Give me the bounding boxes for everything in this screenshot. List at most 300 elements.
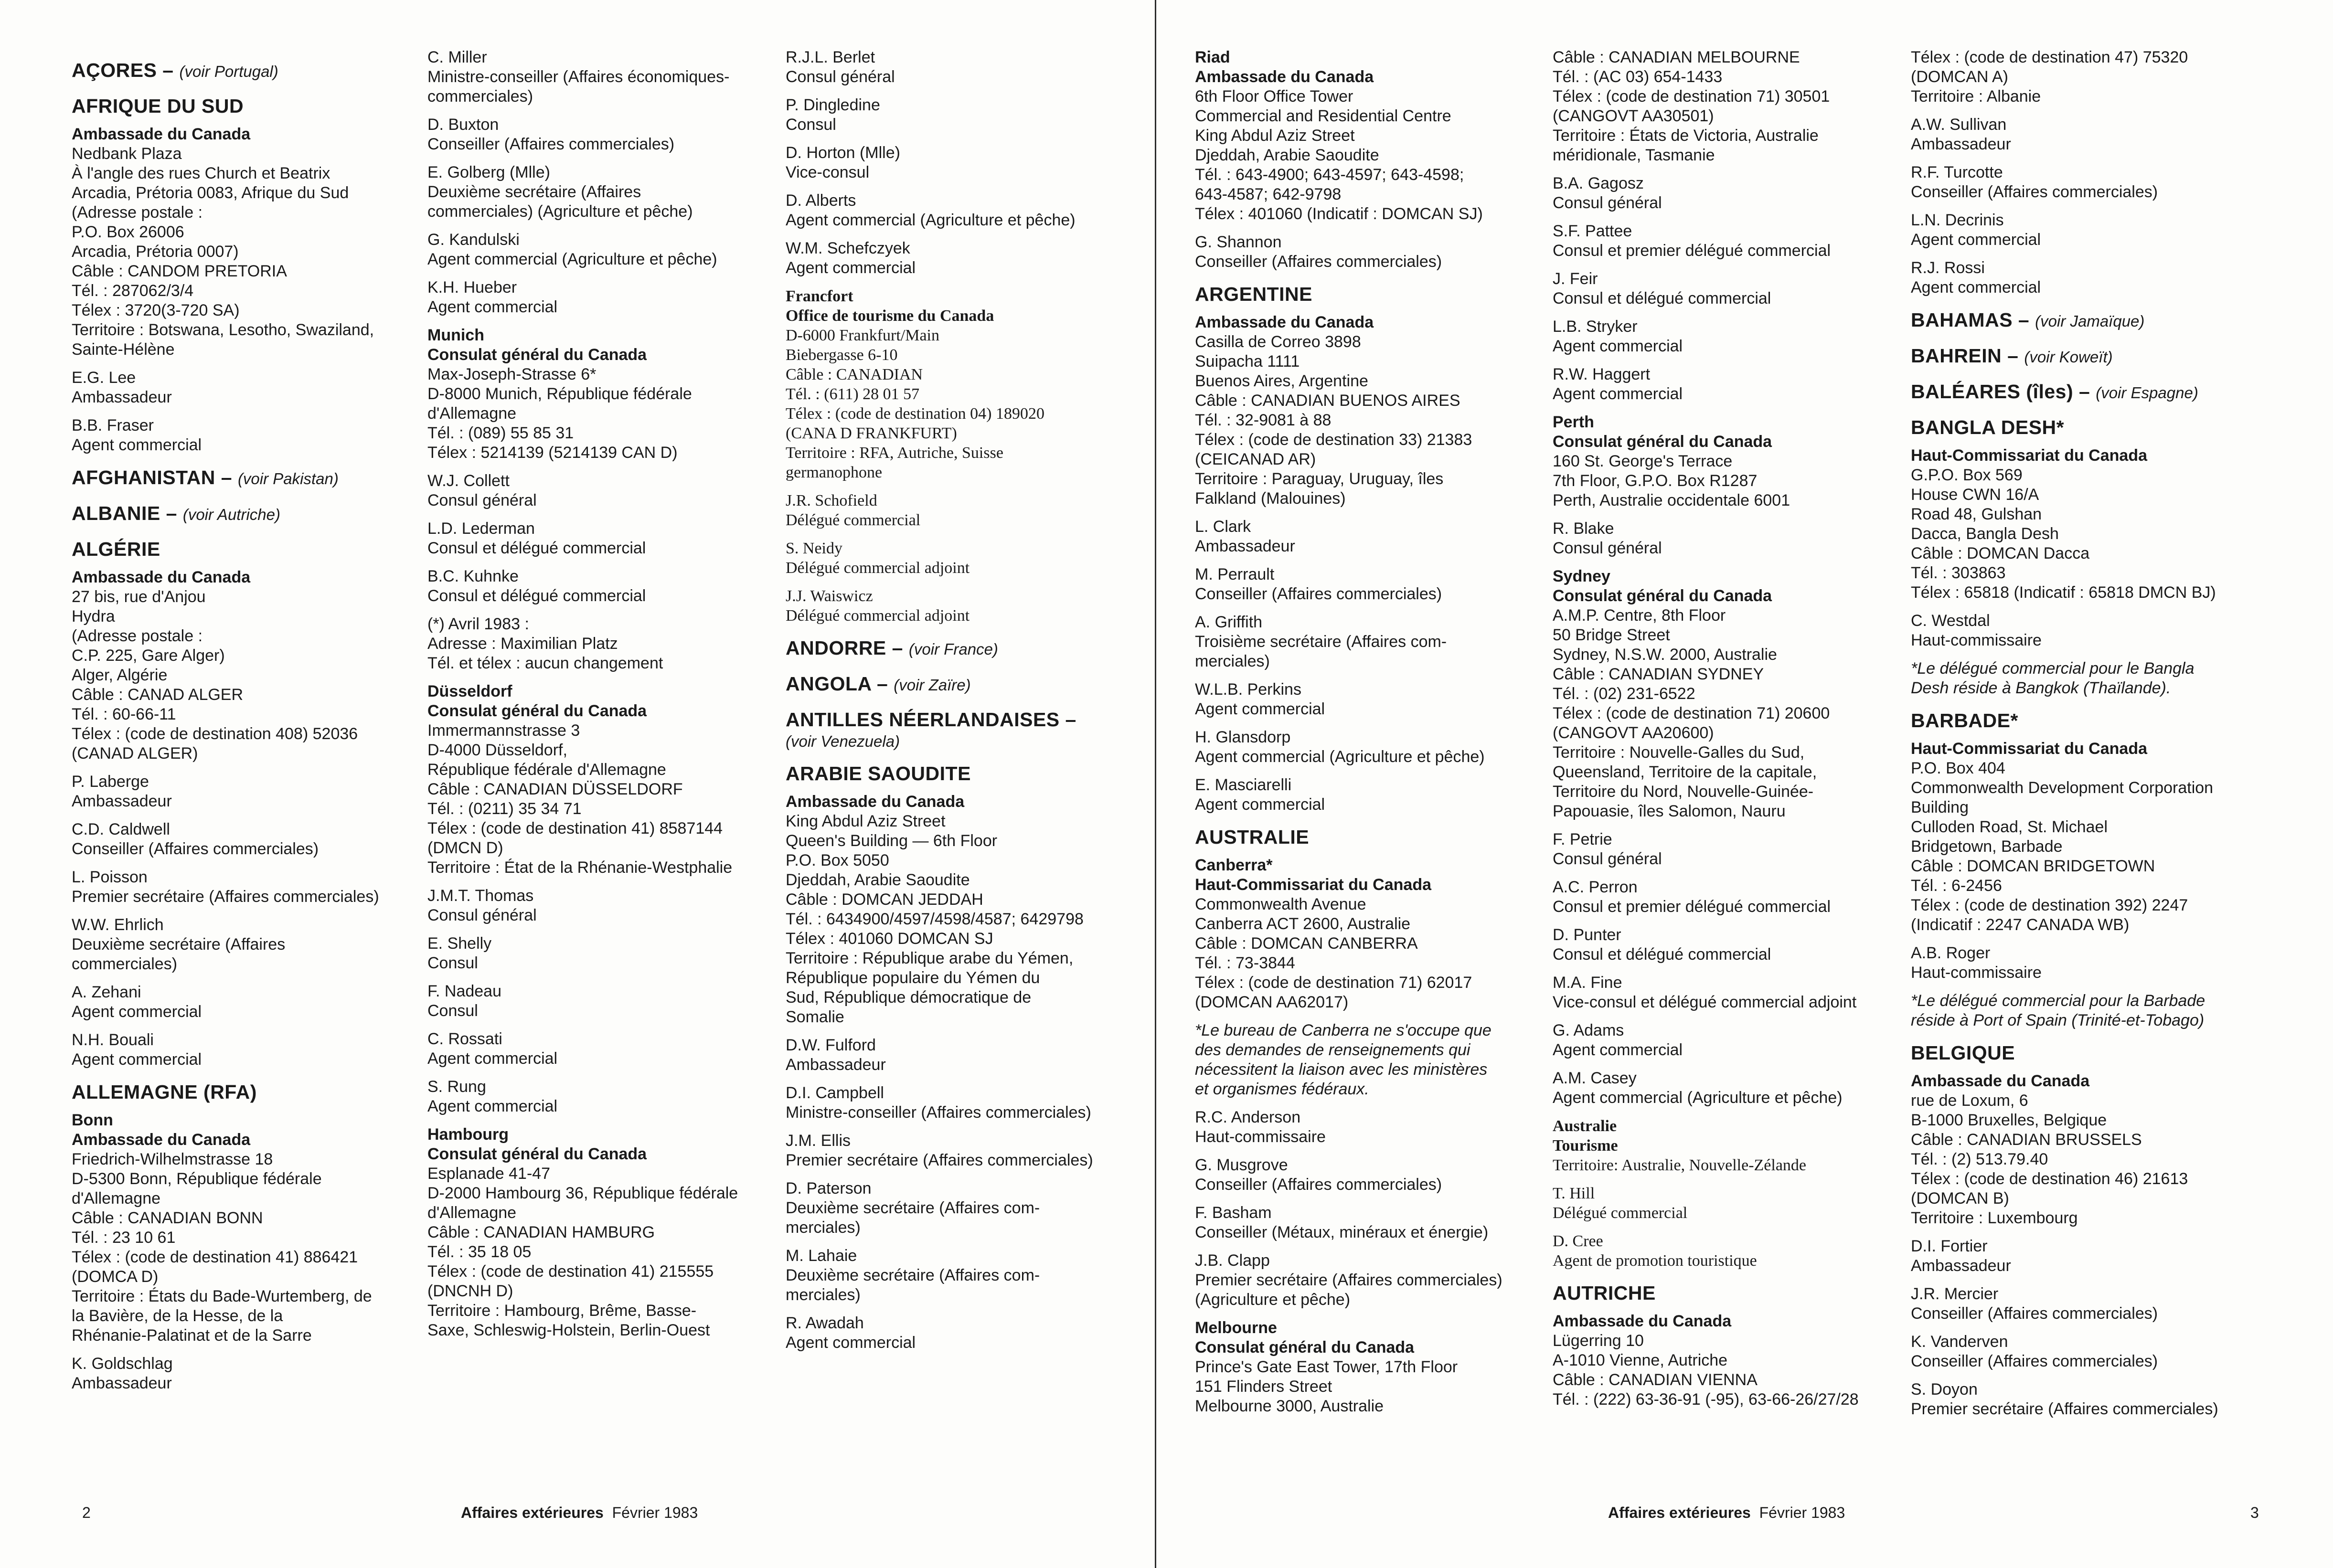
directory-entry <box>1911 1237 2264 1276</box>
entry-line: P.O. Box 404 <box>1911 759 2005 777</box>
entry-line: *Le bureau de Canberra ne s'occupe que <box>1195 1021 1491 1039</box>
entry-line: Ambassade du Canada <box>1195 313 1374 331</box>
country-name: ALBANIE – <box>72 502 177 524</box>
entry-line: Ambassade du Canada <box>72 125 251 143</box>
entry-line: Haut-Commissariat du Canada <box>1195 876 1431 894</box>
directory-entry <box>1553 1021 1906 1060</box>
directory-entry <box>72 1030 425 1070</box>
entry-line: Télex : (code de destination 392) 2247 <box>1911 896 2188 914</box>
entry-line: 160 St. George's Terrace <box>1553 452 1733 470</box>
country-heading <box>786 636 1139 661</box>
entry-line: Djeddah, Arabie Saoudite <box>1195 146 1379 164</box>
entry-line: King Abdul Aziz Street <box>1195 127 1355 145</box>
entry-line: (Adresse postale : <box>72 627 203 645</box>
entry-line: Deuxième secrétaire (Affaires <box>72 935 286 954</box>
directory-entry <box>1553 1116 1906 1175</box>
see-reference: (voir Venezuela) <box>786 732 900 750</box>
entry-line: Agent commercial <box>1553 385 1683 403</box>
entry-line: Ministre-conseiller (Affaires commerciales) <box>786 1103 1091 1122</box>
entry-line: (DOMCAN AA62017) <box>1195 993 1349 1011</box>
directory-entry <box>1553 269 1906 308</box>
entry-line: commerciales) <box>72 955 178 973</box>
entry-line: D. Punter <box>1553 926 1621 944</box>
entry-line: Rhénanie-Palatinat et de la Sarre <box>72 1326 312 1345</box>
entry-line: Düsseldorf <box>427 682 512 700</box>
directory-entry <box>1553 1231 1906 1271</box>
entry-line: Consulat général du Canada <box>427 702 647 720</box>
entry-line: B.B. Fraser <box>72 416 154 434</box>
country-name: AÇORES – <box>72 59 174 81</box>
entry-line: Ambassade du Canada <box>786 793 965 811</box>
entry-line: Ambassadeur <box>72 388 172 406</box>
entry-line: Câble : CANAD ALGER <box>72 686 244 704</box>
directory-entry <box>427 982 781 1021</box>
entry-line: E. Masciarelli <box>1195 776 1292 794</box>
entry-line: Agent commercial <box>427 1049 558 1068</box>
entry-line: Conseiller (Métaux, minéraux et énergie) <box>1195 1223 1489 1241</box>
entry-line: (Agriculture et pêche) <box>1195 1291 1351 1309</box>
country-name: ALGÉRIE <box>72 538 160 560</box>
entry-line: R. Awadah <box>786 1314 864 1332</box>
entry-line: D.W. Fulford <box>786 1036 876 1054</box>
directory-entry <box>1911 258 2264 297</box>
directory-entry <box>72 983 425 1022</box>
entry-line: F. Nadeau <box>427 982 501 1000</box>
entry-line: D. Horton (Mlle) <box>786 144 900 162</box>
entry-line: Consulat général du Canada <box>427 346 647 364</box>
entry-line: Consul <box>786 116 836 134</box>
entry-line: Tél. : 32-9081 à 88 <box>1195 411 1332 429</box>
directory-entry <box>1195 680 1548 719</box>
entry-line: Télex : (code de destination 408) 52036 <box>72 725 358 743</box>
entry-line: 151 Flinders Street <box>1195 1377 1332 1396</box>
entry-line: Tél. : 287062/3/4 <box>72 282 194 300</box>
directory-entry <box>1553 1069 1906 1108</box>
entry-line: Conseiller (Affaires commerciales) <box>72 840 319 858</box>
directory-entry <box>427 934 781 973</box>
entry-line: P. Laberge <box>72 773 149 791</box>
entry-line: Conseiller (Affaires commerciales) <box>1911 1304 2158 1323</box>
country-name: AUTRICHE <box>1553 1282 1656 1304</box>
entry-line: S. Doyon <box>1911 1380 1978 1398</box>
country-name: AFGHANISTAN – <box>72 466 233 488</box>
entry-line: M. Perrault <box>1195 565 1275 583</box>
entry-line: A-1010 Vienne, Autriche <box>1553 1351 1728 1369</box>
entry-line: Immermannstrasse 3 <box>427 721 580 740</box>
entry-line: P. Dingledine <box>786 96 880 114</box>
entry-line: B-1000 Bruxelles, Belgique <box>1911 1111 2107 1129</box>
entry-line: Agent commercial (Agriculture et pêche) <box>427 250 717 268</box>
entry-line: Papouasie, îles Salomon, Nauru <box>1553 802 1786 820</box>
entry-line: K.H. Hueber <box>427 278 517 297</box>
directory-entry <box>786 539 1139 578</box>
directory-entry <box>427 278 781 317</box>
entry-line: L.D. Lederman <box>427 519 535 538</box>
entry-line: Territoire : Paraguay, Uruguay, îles <box>1195 470 1444 488</box>
column-6 <box>1911 48 2264 1428</box>
directory-entry <box>1195 313 1548 509</box>
entry-line: Office de tourisme du Canada <box>786 307 994 325</box>
entry-line: Sud, République démocratique de <box>786 988 1032 1006</box>
entry-line: (DNCNH D) <box>427 1282 513 1300</box>
entry-line: (CANGOVT AA20600) <box>1553 724 1714 742</box>
entry-line: Tél. : (0211) 35 34 71 <box>427 800 582 818</box>
left-footer-title <box>461 1504 698 1522</box>
entry-line: Prince's Gate East Tower, 17th Floor <box>1195 1358 1458 1376</box>
entry-line: 6th Floor Office Tower <box>1195 87 1353 106</box>
country-heading <box>1911 344 2264 369</box>
entry-line: Conseiller (Affaires commerciales) <box>1195 585 1442 603</box>
see-reference: (voir Portugal) <box>179 63 278 80</box>
entry-line: Télex : (code de destination 46) 21613 <box>1911 1170 2188 1188</box>
see-reference: (voir Autriche) <box>182 506 280 523</box>
entry-line: R.J. Rossi <box>1911 259 1985 277</box>
see-reference: (voir Zaïre) <box>894 676 971 694</box>
entry-line: G. Musgrove <box>1195 1156 1288 1174</box>
country-name: BAHREIN – <box>1911 345 2019 367</box>
entry-line: Tél. : (611) 28 01 57 <box>786 385 920 403</box>
country-heading <box>72 466 425 491</box>
entry-line: E. Shelly <box>427 934 492 953</box>
directory-entry <box>1553 567 1906 821</box>
column-1 <box>72 48 425 1402</box>
directory-entry <box>786 1131 1139 1170</box>
entry-line: Troisième secrétaire (Affaires com- <box>1195 633 1447 651</box>
directory-entry <box>1195 1318 1548 1416</box>
directory-entry <box>786 48 1139 87</box>
entry-line: Tél. : (AC 03) 654-1433 <box>1553 68 1723 86</box>
entry-line: Adresse : Maximilian Platz <box>427 635 618 653</box>
entry-line: (CEICANAD AR) <box>1195 450 1316 468</box>
entry-line: Agent commercial <box>1195 700 1325 718</box>
entry-line: Bonn <box>72 1111 113 1129</box>
entry-line: Nedbank Plaza <box>72 145 182 163</box>
entry-line: Agent commercial (Agriculture et pêche) <box>1553 1089 1843 1107</box>
directory-entry <box>1911 1284 2264 1324</box>
directory-entry <box>427 567 781 606</box>
entry-line: D-6000 Frankfurt/Main <box>786 327 940 344</box>
country-heading <box>72 58 425 84</box>
footnote <box>1911 991 2264 1030</box>
directory-entry <box>427 471 781 510</box>
country-name: BAHAMAS – <box>1911 309 2030 331</box>
directory-entry <box>427 614 781 673</box>
entry-line: Agent commercial <box>786 259 916 277</box>
entry-line: Melbourne 3000, Australie <box>1195 1397 1384 1415</box>
entry-line: F. Basham <box>1195 1204 1272 1222</box>
directory-entry <box>1911 48 2264 106</box>
entry-line: D-2000 Hambourg 36, République fédérale <box>427 1184 738 1202</box>
entry-line: Biebergasse 6-10 <box>786 346 898 364</box>
entry-line: Territoire : État de la Rhénanie-Westphalie <box>427 858 733 877</box>
entry-line: Câble : CANADIAN BUENOS AIRES <box>1195 392 1460 410</box>
entry-line: Consul général <box>1553 194 1662 212</box>
directory-entry <box>1195 517 1548 556</box>
entry-line: E.G. Lee <box>72 369 136 387</box>
entry-line: H. Glansdorp <box>1195 728 1291 746</box>
entry-line: Télex : (code de destination 71) 30501 <box>1553 87 1830 106</box>
entry-line: Ambassade du Canada <box>1195 68 1374 86</box>
footnote <box>1911 659 2264 698</box>
entry-line: Consulat général du Canada <box>427 1145 647 1163</box>
right-page <box>1156 0 2333 1568</box>
entry-line: Lügerring 10 <box>1553 1332 1644 1350</box>
directory-entry <box>1911 1332 2264 1371</box>
entry-line: A. Zehani <box>72 983 141 1001</box>
entry-line: Munich <box>427 326 484 344</box>
entry-line: Queen's Building — 6th Floor <box>786 832 998 850</box>
entry-line: Francfort <box>786 287 853 305</box>
directory-entry <box>1553 1184 1906 1223</box>
entry-line: Consul général <box>1553 539 1662 557</box>
entry-line: D.I. Fortier <box>1911 1237 1988 1255</box>
entry-line: commerciales) <box>427 87 533 106</box>
directory-entry <box>786 1179 1139 1238</box>
entry-line: Territoire : RFA, Autriche, Suisse <box>786 444 1003 462</box>
entry-line: (DOMCA D) <box>72 1268 159 1286</box>
entry-line: J.M.T. Thomas <box>427 887 534 905</box>
country-heading <box>1553 1281 1906 1305</box>
column-2 <box>427 48 781 1349</box>
directory-entry <box>1195 775 1548 815</box>
directory-entry <box>427 230 781 269</box>
entry-line: Buenos Aires, Argentine <box>1195 372 1368 390</box>
country-heading <box>1911 308 2264 333</box>
entry-line: M.A. Fine <box>1553 974 1622 992</box>
country-heading <box>1911 415 2264 439</box>
country-name: AUSTRALIE <box>1195 826 1310 848</box>
directory-entry <box>427 519 781 558</box>
entry-line: Territoire : États du Bade-Wurtemberg, de <box>72 1287 372 1305</box>
directory-entry <box>786 1036 1139 1075</box>
entry-line: Ambassade du Canada <box>72 1131 251 1149</box>
entry-line: Deuxième secrétaire (Affaires <box>427 183 641 201</box>
entry-line: G. Shannon <box>1195 233 1282 251</box>
entry-line: R.W. Haggert <box>1553 365 1651 383</box>
entry-line: Ambassadeur <box>1195 537 1295 555</box>
entry-line: A. Griffith <box>1195 613 1263 631</box>
left-footer-publication: Affaires extérieures <box>461 1504 604 1521</box>
directory-entry <box>786 1246 1139 1305</box>
entry-line: Hydra <box>72 607 115 625</box>
entry-line: des demandes de renseignements qui <box>1195 1041 1470 1059</box>
entry-line: (CANA D FRANKFURT) <box>786 424 957 442</box>
entry-line: Perth <box>1553 413 1594 431</box>
entry-line: Falkland (Malouines) <box>1195 489 1346 508</box>
entry-line: 643-4587; 642-9798 <box>1195 185 1342 203</box>
entry-line: A.M. Casey <box>1553 1069 1637 1087</box>
entry-line: Consul et délégué commercial <box>1553 945 1771 964</box>
directory-entry <box>1553 973 1906 1012</box>
directory-entry <box>1911 115 2264 154</box>
entry-line: Tél. : 6-2456 <box>1911 877 2002 895</box>
directory-entry <box>1195 48 1548 224</box>
entry-line: Riad <box>1195 48 1230 66</box>
entry-line: G. Kandulski <box>427 231 520 249</box>
entry-line: D-4000 Düsseldorf, <box>427 741 567 759</box>
entry-line: (Adresse postale : <box>72 203 203 222</box>
entry-line: Ambassadeur <box>72 1374 172 1392</box>
directory-entry <box>72 772 425 811</box>
entry-line: House CWN 16/A <box>1911 486 2039 504</box>
entry-line: Agent commercial <box>72 1003 202 1021</box>
entry-line: N.H. Bouali <box>72 1031 154 1049</box>
entry-line: Télex : (code de destination 41) 886421 <box>72 1248 358 1266</box>
entry-line: Culloden Road, St. Michael <box>1911 818 2108 836</box>
entry-line: Télex : (code de destination 71) 20600 <box>1553 704 1830 722</box>
entry-line: P.O. Box 5050 <box>786 851 889 869</box>
entry-line: Ambassadeur <box>72 792 172 810</box>
entry-line: Câble : DOMCAN BRIDGETOWN <box>1911 857 2155 875</box>
entry-line: Djeddah, Arabie Saoudite <box>786 871 970 889</box>
country-name: BANGLA DESH* <box>1911 416 2065 438</box>
entry-line: Ambassadeur <box>1911 135 2011 153</box>
entry-line: Deuxième secrétaire (Affaires com- <box>786 1266 1040 1284</box>
directory-entry <box>72 868 425 907</box>
country-heading <box>72 501 425 527</box>
directory-entry <box>1553 830 1906 869</box>
entry-line: Télex : 401060 (Indicatif : DOMCAN SJ) <box>1195 205 1483 223</box>
entry-line: Tél. : 643-4900; 643-4597; 643-4598; <box>1195 166 1464 184</box>
entry-line: réside à Port of Spain (Trinité-et-Tobago) <box>1911 1011 2205 1029</box>
entry-line: Consulat général du Canada <box>1553 433 1772 451</box>
entry-line: Câble : CANADIAN SYDNEY <box>1553 665 1764 683</box>
entry-line: Alger, Algérie <box>72 666 168 684</box>
entry-line: merciales) <box>1195 652 1270 670</box>
entry-line: *Le délégué commercial pour le Bangla <box>1911 659 2195 678</box>
entry-line: Télex : (code de destination 04) 189020 <box>786 405 1044 423</box>
entry-line: Délégué commercial <box>1553 1204 1688 1222</box>
entry-line: Consul <box>427 954 478 972</box>
entry-line: Agent commercial <box>786 1334 916 1352</box>
entry-line: Ambassadeur <box>786 1056 886 1074</box>
directory-entry <box>427 1029 781 1069</box>
country-heading <box>1195 825 1548 849</box>
directory-entry <box>427 115 781 154</box>
directory-entry <box>1553 1312 1906 1409</box>
entry-line: À l'angle des rues Church et Beatrix <box>72 164 330 182</box>
entry-line: Agent commercial <box>1911 231 2041 249</box>
directory-entry <box>1195 1155 1548 1195</box>
entry-line: D. Buxton <box>427 116 499 134</box>
directory-entry <box>1195 1251 1548 1310</box>
entry-line: J.J. Waiswicz <box>786 587 873 605</box>
directory-entry <box>1911 163 2264 202</box>
entry-line: A.M.P. Centre, 8th Floor <box>1553 606 1726 625</box>
country-heading <box>72 94 425 118</box>
directory-entry <box>1553 222 1906 261</box>
entry-line: Tél. : (089) 55 85 31 <box>427 424 574 442</box>
entry-line: Ambassadeur <box>1911 1257 2011 1275</box>
entry-line: J.R. Schofield <box>786 492 877 509</box>
entry-line: J. Feir <box>1553 270 1598 288</box>
entry-line: E. Golberg (Mlle) <box>427 163 550 181</box>
entry-line: Road 48, Gulshan <box>1911 505 2042 523</box>
entry-line: Australie <box>1553 1117 1617 1135</box>
country-name: BELGIQUE <box>1911 1042 2015 1064</box>
entry-line: Câble : DOMCAN CANBERRA <box>1195 934 1418 953</box>
entry-line: Premier secrétaire (Affaires commerciales) <box>1195 1271 1502 1289</box>
entry-line: 50 Bridge Street <box>1553 626 1670 644</box>
entry-line: Télex : (code de destination 71) 62017 <box>1195 974 1472 992</box>
entry-line: Consul général <box>786 68 895 86</box>
entry-line: Délégué commercial adjoint <box>786 559 970 577</box>
entry-line: (DMCN D) <box>427 839 503 857</box>
directory-entry <box>786 286 1139 482</box>
entry-line: Consul et délégué commercial <box>427 539 646 557</box>
entry-line: Bridgetown, Barbade <box>1911 837 2063 856</box>
entry-line: Télex : (code de destination 41) 215555 <box>427 1262 714 1281</box>
entry-line: K. Goldschlag <box>72 1355 173 1373</box>
entry-line: S. Neidy <box>786 540 842 557</box>
directory-entry <box>1195 565 1548 604</box>
entry-line: Câble : DOMCAN JEDDAH <box>786 890 983 909</box>
entry-line: (CANAD ALGER) <box>72 744 198 763</box>
entry-line: D-5300 Bonn, République fédérale <box>72 1170 322 1188</box>
entry-line: Melbourne <box>1195 1319 1277 1337</box>
entry-line: Commonwealth Avenue <box>1195 895 1366 913</box>
directory-entry <box>1553 174 1906 213</box>
entry-line: D. Cree <box>1553 1232 1603 1250</box>
country-heading <box>1911 709 2264 732</box>
country-name: ARABIE SAOUDITE <box>786 763 971 784</box>
entry-line: Consul <box>427 1002 478 1020</box>
entry-line: Territoire : États de Victoria, Australie <box>1553 127 1819 145</box>
entry-line: Tél. : 60-66-11 <box>72 705 176 723</box>
entry-line: C. Westdal <box>1911 612 1990 630</box>
directory-entry <box>1195 1203 1548 1242</box>
entry-line: Consul et délégué commercial <box>427 587 646 605</box>
entry-line: Câble : CANADIAN DÜSSELDORF <box>427 780 683 798</box>
directory-entry <box>786 491 1139 530</box>
entry-line: Câble : CANADIAN HAMBURG <box>427 1223 655 1241</box>
left-page <box>0 0 1156 1568</box>
entry-line: Sainte-Hélène <box>72 340 175 359</box>
entry-line: Haut-Commissariat du Canada <box>1911 446 2147 465</box>
entry-line: Conseiller (Affaires commerciales) <box>427 135 675 153</box>
entry-line: Haut-commissaire <box>1911 964 2042 982</box>
entry-line: T. Hill <box>1553 1185 1595 1202</box>
left-footer-date: Février 1983 <box>612 1504 698 1521</box>
entry-line: Canberra ACT 2600, Australie <box>1195 915 1411 933</box>
directory-entry <box>427 163 781 222</box>
entry-line: Consul et premier délégué commercial <box>1553 898 1831 916</box>
entry-line: Agent commercial (Agriculture et pêche) <box>1195 748 1485 766</box>
directory-entry <box>1553 925 1906 964</box>
entry-line: Premier secrétaire (Affaires commerciales) <box>786 1151 1093 1169</box>
directory-entry <box>72 1354 425 1393</box>
directory-entry <box>786 143 1139 182</box>
footnote <box>1195 1021 1548 1099</box>
entry-line: Saxe, Schleswig-Holstein, Berlin-Ouest <box>427 1321 710 1339</box>
entry-line: C.D. Caldwell <box>72 820 170 838</box>
entry-line: G.P.O. Box 569 <box>1911 466 2023 484</box>
directory-entry <box>427 1077 781 1116</box>
entry-line: (*) Avril 1983 : <box>427 615 529 633</box>
entry-line: Agent commercial <box>72 436 202 454</box>
entry-line: A.B. Roger <box>1911 944 1991 962</box>
country-name: BALÉARES (îles) – <box>1911 381 2090 403</box>
entry-line: Télex : 401060 DOMCAN SJ <box>786 930 993 948</box>
entry-line: Agent commercial <box>427 1097 558 1115</box>
directory-entry <box>1911 1071 2264 1228</box>
entry-line: C. Rossati <box>427 1030 502 1048</box>
entry-line: B.A. Gagosz <box>1553 174 1644 192</box>
entry-line: Haut-Commissariat du Canada <box>1911 740 2147 758</box>
entry-line: Queensland, Territoire de la capitale, <box>1553 763 1817 781</box>
country-name: ARGENTINE <box>1195 283 1312 305</box>
entry-line: Télex : (code de destination 33) 21383 <box>1195 431 1472 449</box>
